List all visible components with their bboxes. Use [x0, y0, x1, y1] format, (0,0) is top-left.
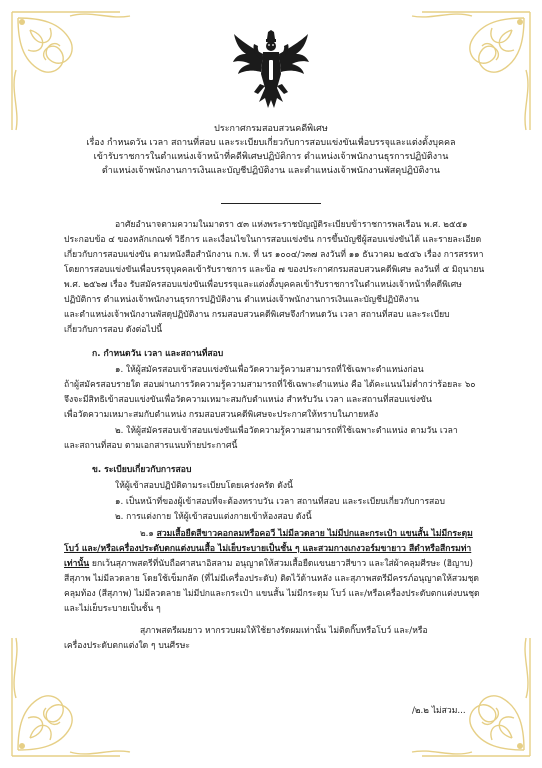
section-1-title: ก. กำหนดวัน เวลา และสถานที่สอบ: [92, 349, 224, 359]
subject-line-1: เรื่อง กำหนดวัน เวลา สถานที่สอบ และระเบียบเกี่ยวกับการสอบแข่งขันเพื่อบรรจุและแต่งตั้งบุคคล: [86, 138, 456, 148]
intro-line-7: และตำแหน่งเจ้าพนักงานพัสดุปฏิบัติงาน กรมสอบสวนคดีพิเศษจึงกำหนดวัน เวลา สถานที่สอบ และระเบียบ: [64, 310, 450, 320]
sec2-21-bold-2: โบว์ และ/หรือเครื่องประดับตกแต่งบนเสื้อ ไม่เย็บระบายเป็นชั้น ๆ และสวมกางเกงวอร์มขายาว สีดำหรือสีกรมท่า: [64, 544, 472, 554]
sec2-21-line-1: [140, 529, 473, 540]
intro-line-1: อาศัยอำนาจตามความในมาตรา ๕๓ แห่งพระราชบัญญัติระเบียบข้าราชการพลเรือน พ.ศ. ๒๕๕๑: [115, 220, 468, 230]
subject-line-2: เข้ารับราชการในตำแหน่งเจ้าหน้าที่คดีพิเศษปฏิบัติการ ตำแหน่งเจ้าพนักงานธุรการปฏิบัติงาน: [93, 152, 449, 162]
sec1-p1-line-3: จึงจะมีสิทธิเข้าสอบแข่งขันเพื่อวัดความเหมาะสมกับตำแหน่ง สำหรับวัน เวลา และสถานที่สอบแข่งขัน: [64, 395, 432, 405]
sec2-21-number: ๒.๑: [140, 529, 154, 539]
sec1-p1-line-4: เพื่อวัดความเหมาะสมกับตำแหน่ง กรมสอบสวนคดีพิเศษจะประกาศให้ทราบในภายหลัง: [64, 410, 379, 420]
sec2-hair-line-1: สุภาพสตรีผมยาว หากรวบผมให้ใช้ยางรัดผมเท่านั้น ไม่ติดกิ๊บหรือโบว์ และ/หรือ: [140, 626, 428, 636]
sec2-intro: ให้ผู้เข้าสอบปฏิบัติตามระเบียบโดยเคร่งครัด ดังนี้: [115, 481, 293, 491]
sec2-hair-line-2: เครื่องประดับตกแต่งใด ๆ บนศีรษะ: [64, 641, 191, 651]
intro-line-6: ปฏิบัติการ ตำแหน่งเจ้าพนักงานธุรการปฏิบัติงาน ตำแหน่งเจ้าพนักงานการเงินและบัญชีปฏิบัติงาน: [64, 295, 420, 305]
sec1-p1-line-2: ถ้าผู้สมัครสอบรายใด สอบผ่านการวัดความรู้ความสามารถที่ใช้เฉพาะตำแหน่ง คือ ได้คะแนนไม่ต่ำกว่าร้อยละ ๖๐: [64, 380, 476, 390]
sec2-21-bold-1: สวมเสื้อยืดสีขาวคอกลมหรือคอวี ไม่มีลวดลาย ไม่มีปกและกระเป๋า แขนสั้น ไม่มีกระดุม: [156, 529, 473, 539]
intro-line-3: เกี่ยวกับการสอบแข่งขัน ตามหนังสือสำนักงาน ก.พ. ที่ นร ๑๐๐๔/ว๓๗ ลงวันที่ ๑๑ ธันวาคม ๒๕๕๖ เรื่อง การสรรหา: [64, 250, 484, 260]
intro-line-2: ประกอบข้อ ๔ ของหลักเกณฑ์ วิธีการ และเงื่อนไขในการสอบแข่งขัน การขึ้นบัญชีผู้สอบแข่งขันได้ และรายละเอียด: [64, 235, 482, 245]
sec2-21-line-6: และไม่เย็บระบายเป็นชั้น ๆ: [64, 604, 161, 614]
sec2-21-rest-3: ยกเว้นสุภาพสตรีที่นับถือศาสนาอิสลาม อนุญาตให้สวมเสื้อยืดแขนยาวสีขาว และใส่ผ้าคลุมศีรษะ (ฮิญาบ): [89, 559, 473, 569]
announcement-agency: ประกาศกรมสอบสวนคดีพิเศษ: [214, 124, 328, 134]
sec1-p2-line-2: และสถานที่สอบ ตามเอกสารแนบท้ายประกาศนี้: [64, 441, 238, 451]
sec1-p2-line-1: ๒. ให้ผู้สมัครสอบเข้าสอบแข่งขันเพื่อวัดความรู้ความสามารถที่ใช้เฉพาะตำแหน่ง ตามวัน เวลา: [115, 426, 458, 436]
sec2-21-line-5: คลุมท้อง (สีสุภาพ) ไม่มีลวดลาย ไม่มีปกและกระเป๋า แขนสั้น ไม่มีกระดุม โบว์ และ/หรือเครื่องประดับตกแต่งบนชุด: [64, 589, 480, 599]
section-2-title: ข. ระเบียบเกี่ยวกับการสอบ: [92, 465, 192, 475]
continuation-note: /๒.๒ ไม่สวม...: [412, 706, 466, 716]
intro-line-4: โดยการสอบแข่งขันเพื่อบรรจุบุคคลเข้ารับราชการ และข้อ ๗ ของประกาศกรมสอบสวนคดีพิเศษ ลงวันที่ ๕ มิถุนายน: [64, 265, 485, 275]
sec1-p1-line-1: ๑. ให้ผู้สมัครสอบเข้าสอบแข่งขันเพื่อวัดความรู้ความสามารถที่ใช้เฉพาะตำแหน่งก่อน: [115, 365, 424, 375]
sec2-item-2: ๒. การแต่งกาย ให้ผู้เข้าสอบแต่งกายเข้าห้องสอบ ดังนี้: [115, 512, 312, 522]
sec2-21-line-4: สีสุภาพ ไม่มีลวดลาย โดยใช้เข็มกลัด (ที่ไม่มีเครื่องประดับ) ติดไว้ด้านหลัง และสุภาพสตรีมีครรภ์อนุญาตให้สวมชุด: [64, 574, 480, 584]
sec2-21-bold-3: เท่านั้น: [64, 559, 90, 569]
sec2-21-line-3: [64, 559, 473, 570]
intro-line-5: พ.ศ. ๒๕๖๗ เรื่อง รับสมัครสอบแข่งขันเพื่อบรรจุและแต่งตั้งบุคคลเข้ารับราชการในตำแหน่งเจ้าหน้าที่คดีพิเศษ: [64, 280, 462, 290]
sec2-item-1: ๑. เป็นหน้าที่ของผู้เข้าสอบที่จะต้องทราบวัน เวลา สถานที่สอบ และระเบียบเกี่ยวกับการสอบ: [115, 497, 445, 507]
intro-line-8: เกี่ยวกับการสอบ ดังต่อไปนี้: [64, 325, 163, 335]
garuda-emblem-icon: [232, 30, 310, 112]
title-divider: [221, 203, 321, 204]
subject-line-3: ตำแหน่งเจ้าพนักงานการเงินและบัญชีปฏิบัติงาน และตำแหน่งเจ้าพนักงานพัสดุปฏิบัติงาน: [101, 166, 441, 176]
